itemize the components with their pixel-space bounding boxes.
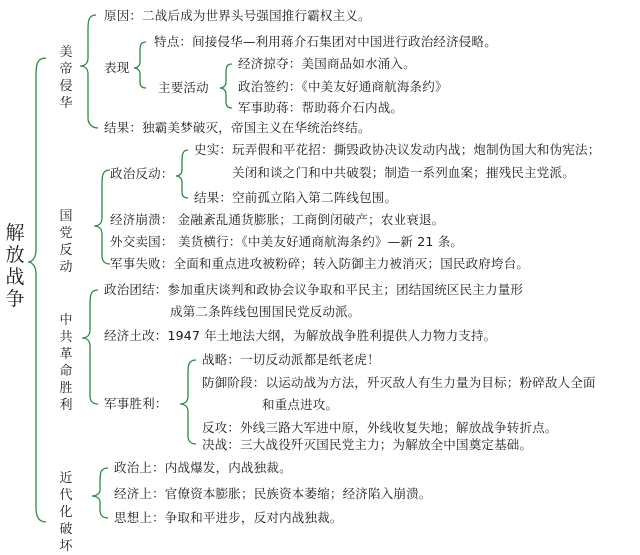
ccp-unity-1: 政治团结：参加重庆谈判和政协会议争取和平民主；团结国统区民主力量形 (104, 282, 524, 297)
us-manifest: 表现 (104, 60, 130, 75)
root-bracket (28, 58, 46, 522)
ccp-victory: 军事胜利： (104, 396, 168, 411)
kmt-political: 政治反动： (110, 166, 174, 181)
us-bracket (80, 15, 98, 128)
kmt-bracket (94, 170, 110, 264)
kmt-economy: 经济崩溃： 金融紊乱通货膨胀；工商倒闭破产；农业衰退。 (110, 212, 445, 227)
ccp-decisive: 决战：三大战役歼灭国民党主力；为解放全中国奠定基础。 (202, 437, 533, 452)
us-cause: 原因：二战后成为世界头号强国推行霸权主义。 (104, 8, 371, 23)
kmt-history-2: 关闭和谈之门和中共破裂；制造一系列血案；摧残民主党派。 (232, 165, 575, 180)
us-econ: 经济掠夺：美国商品如水涌入。 (238, 56, 416, 71)
modern-bracket (92, 468, 108, 518)
us-main: 主要活动 (158, 80, 209, 95)
root-label: 解 放 战 争 (5, 222, 25, 310)
modern-thought: 思想上：争取和平进步，反对内战独裁。 (114, 510, 343, 525)
modern-economy: 经济上：官僚资本膨胀；民族资本萎缩；经济陷入崩溃。 (114, 486, 432, 501)
us-trait: 特点：间接侵华—利用蒋介石集团对中国进行政治经济侵略。 (154, 34, 497, 49)
ccp-unity-2: 成第二条阵线包围国民党反动派。 (170, 304, 361, 319)
us-result: 结果：独霸美梦破灭，帝国主义在华统治终结。 (104, 120, 371, 135)
section-kmt-label: 国 党 反 动 (59, 209, 73, 275)
political-bracket (176, 150, 188, 198)
kmt-history-1: 史实：玩弄假和平花招：撕毁政协决议发动内战；炮制伪国大和伪宪法； (194, 142, 601, 157)
ccp-strategy: 战略：一切反动派都是纸老虎！ (202, 352, 380, 367)
ccp-defense-2: 和重点进攻。 (262, 397, 339, 412)
section-modern-label: 近 代 化 破 坏 (59, 471, 73, 554)
section-ccp-label: 中 共 革 命 胜 利 (59, 313, 73, 413)
victory-bracket (180, 360, 196, 444)
section-us-label: 美 帝 侵 华 (59, 45, 73, 111)
ccp-counter: 反攻：外线三路大军进中原，外线收复失地；解放战争转折点。 (202, 420, 558, 435)
kmt-diplomacy: 美货横行：《中美友好通商航海条约》—新 21 条。 (178, 234, 464, 249)
manifest-bracket (134, 42, 146, 88)
ccp-bracket (82, 290, 98, 404)
kmt-political-result: 结果：空前孤立陷入第二阵线包围。 (194, 190, 398, 205)
main-bracket (220, 64, 232, 108)
us-pol: 政治签约：《中美友好通商航海条约》 (238, 79, 448, 94)
kmt-diplomacy-head: 外交卖国： (110, 234, 174, 249)
ccp-land: 经济土改：1947 年土地法大纲，为解放战争胜利提供人力物力支持。 (104, 328, 497, 343)
modern-politics: 政治上：内战爆发，内战独裁。 (114, 460, 292, 475)
ccp-defense-1: 防御阶段：以运动战为方法，歼灭敌人有生力量为目标；粉碎敌人全面 (202, 375, 596, 390)
us-mil: 军事助蒋：帮助蒋介石内战。 (238, 100, 404, 115)
kmt-military: 军事失败：全面和重点进攻被粉碎；转入防御主力被消灭；国民政府垮台。 (110, 256, 530, 271)
